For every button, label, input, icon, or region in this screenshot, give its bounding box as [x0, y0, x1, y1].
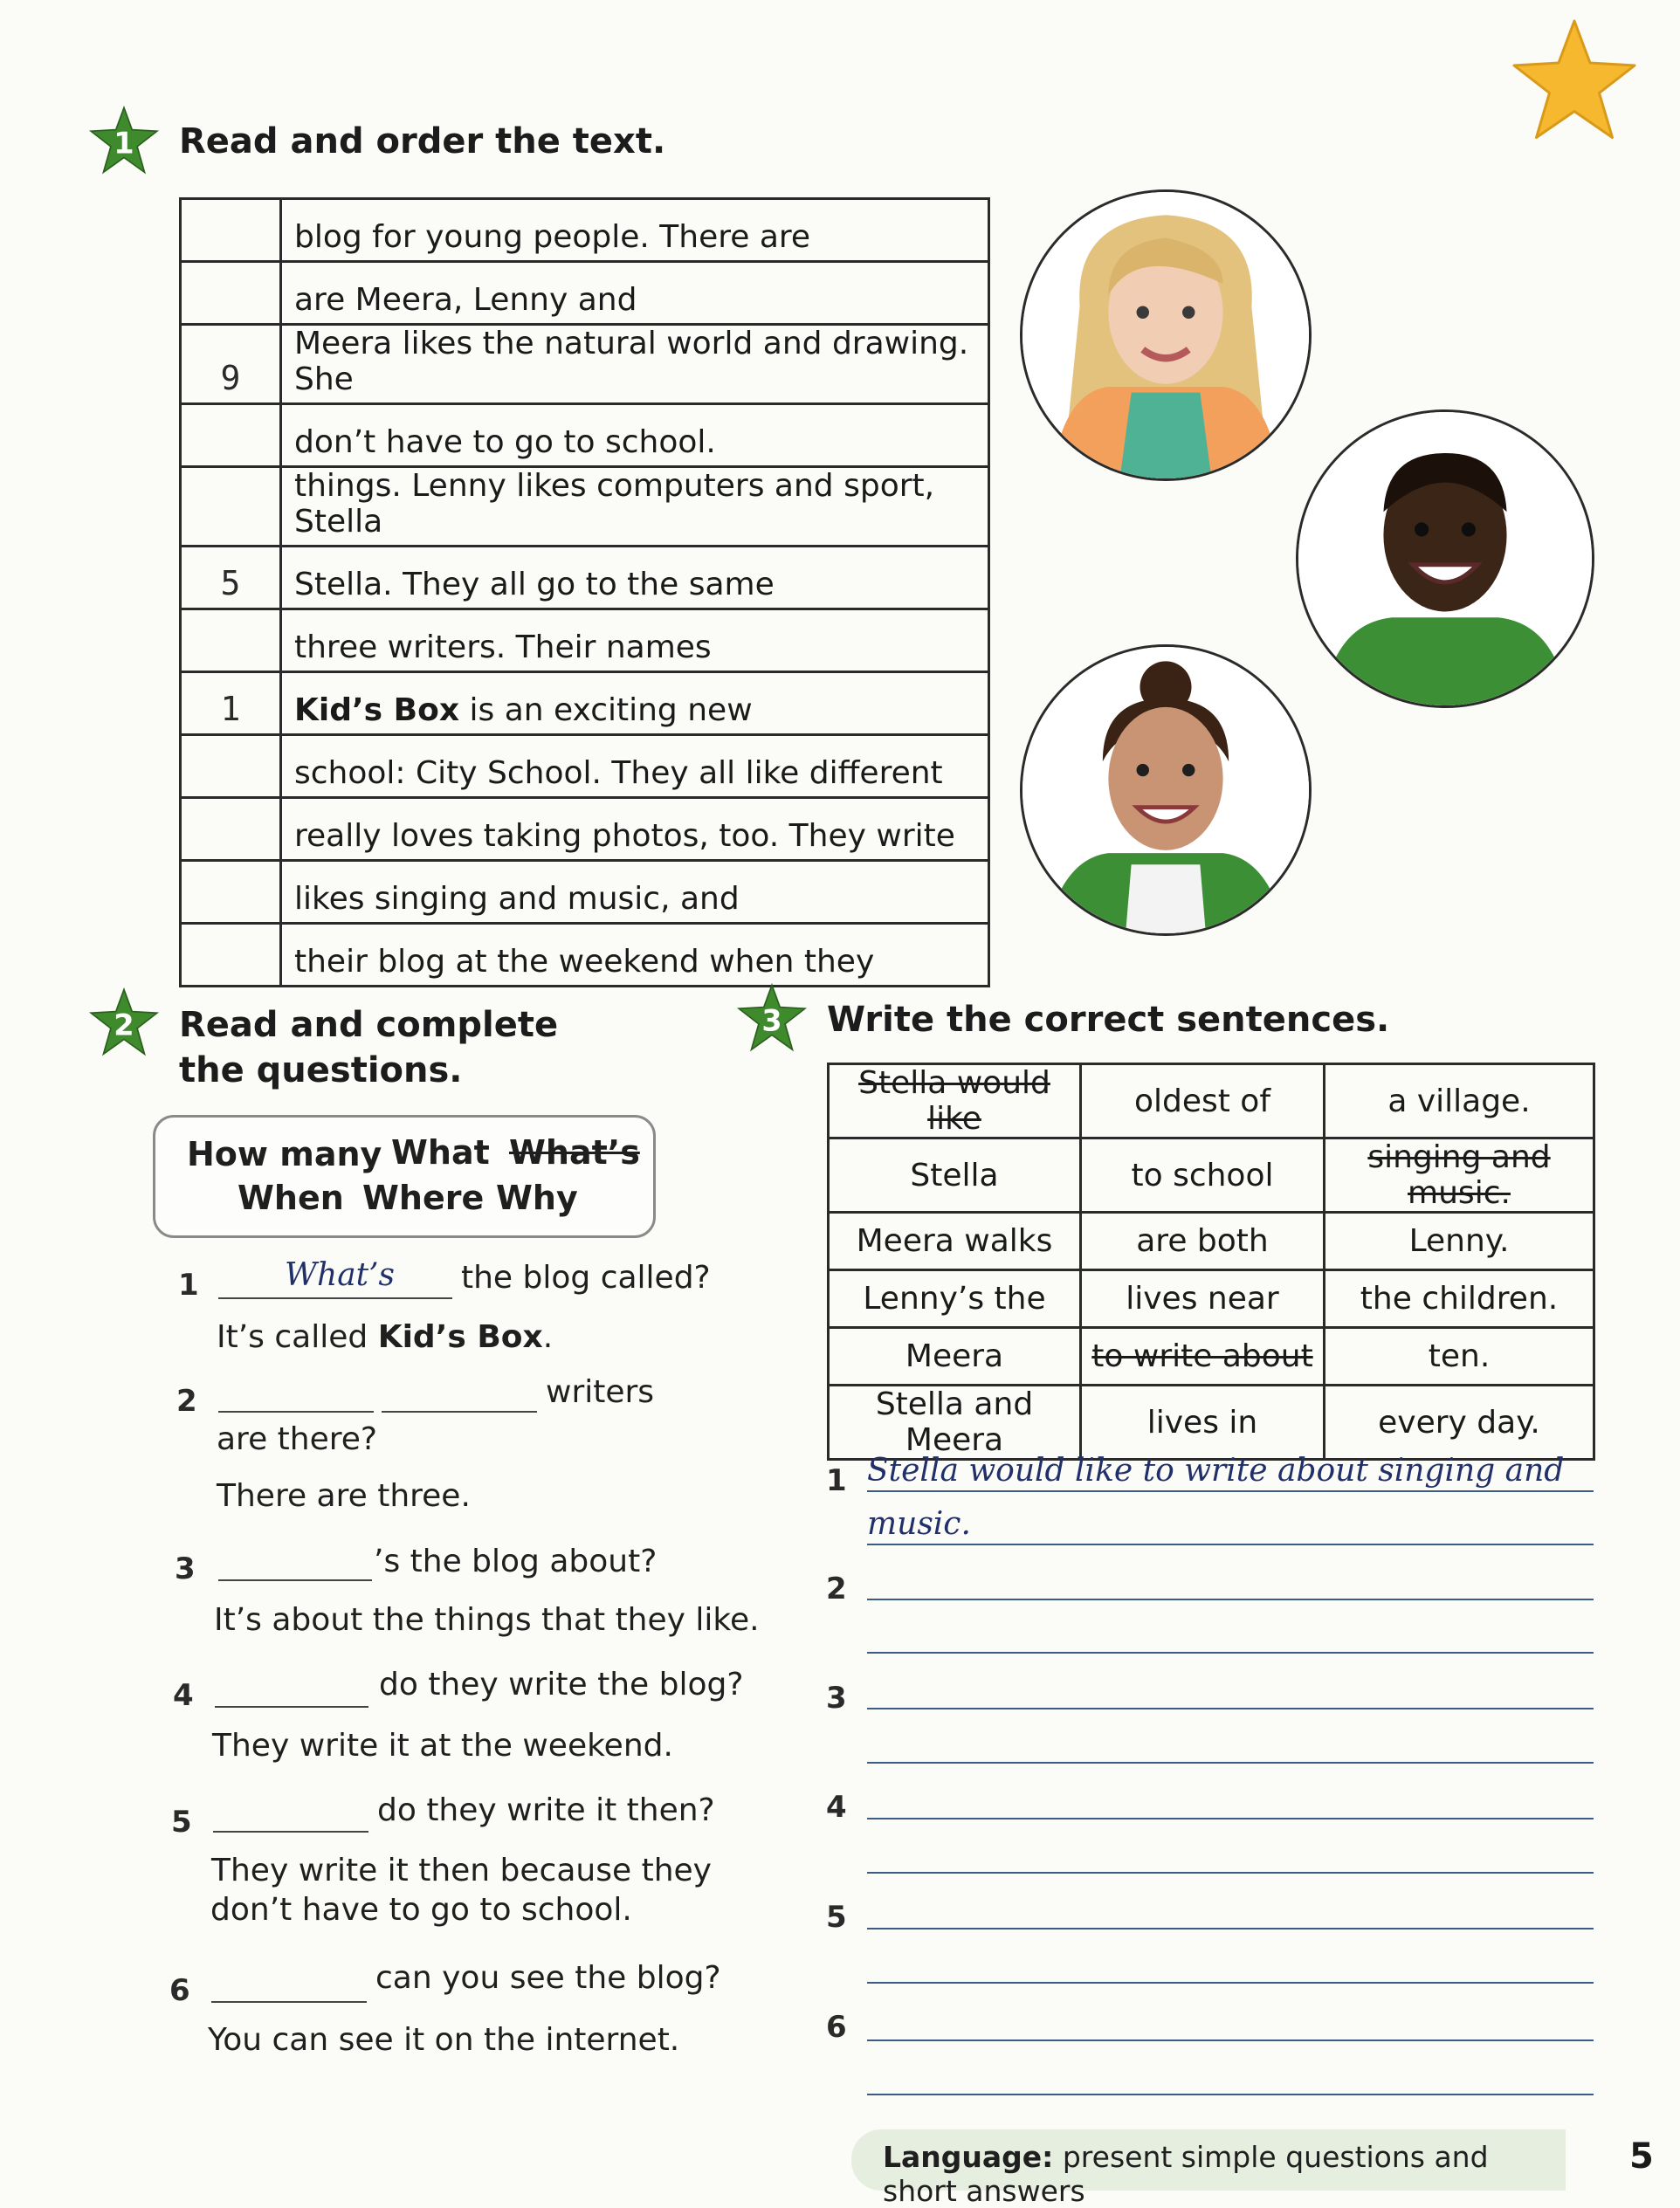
sentence-part-cell: to school	[1081, 1138, 1325, 1213]
order-number-cell[interactable]	[181, 199, 281, 262]
question-4-reply: They write it at the weekend.	[212, 1728, 673, 1764]
exercise-2-badge	[87, 987, 161, 1060]
sentence-part-cell: Stella would like	[829, 1064, 1081, 1138]
question-1-reply-bold: Kid’s Box	[377, 1319, 543, 1355]
order-number-cell[interactable]: 5	[181, 547, 281, 609]
question-5-blank[interactable]	[213, 1829, 368, 1833]
sentence-4-line-a[interactable]	[867, 1816, 1594, 1819]
sentence-table-row	[829, 1328, 1594, 1386]
order-number-cell[interactable]	[181, 404, 281, 467]
question-2-blank-b[interactable]	[382, 1409, 537, 1413]
question-6-reply: You can see it on the internet.	[208, 2022, 680, 2058]
sentence-2-line-b[interactable]	[867, 1650, 1594, 1654]
sentence-5-line-a[interactable]	[867, 1926, 1594, 1929]
order-table-row	[181, 404, 989, 467]
sentence-4-number: 4	[826, 1790, 847, 1825]
sentence-part-cell: lives near	[1081, 1270, 1325, 1328]
footer-text	[883, 2140, 1566, 2208]
order-table-row	[181, 262, 989, 325]
question-3-blank[interactable]	[218, 1578, 372, 1581]
word-what: What	[391, 1133, 490, 1172]
sentence-part-cell: a village.	[1325, 1064, 1594, 1138]
order-number-cell[interactable]	[181, 924, 281, 987]
order-number-cell[interactable]	[181, 798, 281, 861]
order-table-row	[181, 325, 989, 404]
sentence-part-cell: singing and music.	[1325, 1138, 1594, 1213]
exercise-1-badge	[87, 105, 161, 178]
order-text-cell: things. Lenny likes computers and sport, Stella	[281, 467, 989, 547]
question-6-number: 6	[169, 1973, 190, 2008]
question-5-reply-line2: don’t have to go to school.	[210, 1892, 632, 1928]
question-4-blank[interactable]	[215, 1704, 368, 1708]
question-1-reply-pre: It’s called	[217, 1319, 378, 1355]
question-6-text: can you see the blog?	[375, 1960, 721, 1996]
sentence-2-number: 2	[826, 1572, 847, 1606]
word-when: When	[238, 1179, 344, 1217]
sentence-6-line-a[interactable]	[867, 2038, 1594, 2041]
question-2-blank-a[interactable]	[218, 1409, 374, 1413]
sentence-part-cell: every day.	[1325, 1386, 1594, 1460]
order-table-row	[181, 199, 989, 262]
exercise-2-heading-line1: Read and complete	[179, 1005, 559, 1045]
exercise-2-heading-line2: the questions.	[179, 1050, 463, 1090]
sentence-3-line-b[interactable]	[867, 1760, 1594, 1764]
sentence-part-cell: Stella and Meera	[829, 1386, 1081, 1460]
sentence-6-line-b[interactable]	[867, 2092, 1594, 2095]
sentence-table	[827, 1063, 1595, 1461]
sentence-part-cell: lives in	[1081, 1386, 1325, 1460]
order-table	[179, 197, 990, 987]
photo-meera	[1020, 644, 1312, 936]
star-icon	[1509, 16, 1640, 147]
photo-lenny	[1296, 409, 1594, 708]
footer-label: Language:	[883, 2140, 1054, 2174]
order-text-cell: school: City School. They all like different	[281, 735, 989, 798]
order-text-cell: three writers. Their names	[281, 609, 989, 672]
question-4-text: do they write the blog?	[379, 1667, 744, 1702]
order-text-bold: Kid’s Box	[294, 692, 460, 728]
badge-number: 3	[761, 1003, 782, 1038]
sentence-table-row	[829, 1386, 1594, 1460]
question-1-reply-post: .	[542, 1319, 554, 1355]
question-5-reply-line1: They write it then because they	[211, 1853, 712, 1888]
sentence-part-cell: are both	[1081, 1213, 1325, 1270]
sentence-part-cell: Lenny.	[1325, 1213, 1594, 1270]
sentence-part-cell: Stella	[829, 1138, 1081, 1213]
question-2-text2: are there?	[217, 1421, 378, 1457]
sentence-1-line-b[interactable]	[867, 1542, 1594, 1545]
photo-stella	[1020, 189, 1312, 481]
question-1-blank[interactable]	[218, 1296, 452, 1299]
badge-number: 2	[114, 1008, 134, 1042]
order-text-cell: likes singing and music, and	[281, 861, 989, 924]
order-number-cell[interactable]	[181, 467, 281, 547]
question-5-text: do they write it then?	[377, 1792, 715, 1828]
order-number-cell[interactable]	[181, 861, 281, 924]
question-1-number: 1	[178, 1268, 199, 1303]
order-table-row	[181, 467, 989, 547]
question-6-blank[interactable]	[211, 1999, 367, 2003]
order-number-cell[interactable]: 9	[181, 325, 281, 404]
page-number: 5	[1629, 2136, 1654, 2177]
question-1-answer: What’s	[285, 1257, 396, 1293]
sentence-part-cell: Meera	[829, 1328, 1081, 1386]
sentence-1-line-a[interactable]	[867, 1489, 1594, 1492]
sentence-part-cell: Meera walks	[829, 1213, 1081, 1270]
sentence-6-number: 6	[826, 2010, 847, 2045]
sentence-table-row	[829, 1270, 1594, 1328]
sentence-4-line-b[interactable]	[867, 1870, 1594, 1874]
question-1-reply	[217, 1319, 553, 1355]
order-table-row	[181, 547, 989, 609]
sentence-1-answer-line2: music.	[867, 1506, 971, 1542]
sentence-2-line-a[interactable]	[867, 1597, 1594, 1600]
order-text-cell: their blog at the weekend when they	[281, 924, 989, 987]
exercise-3-badge	[735, 982, 809, 1056]
order-table-row	[181, 735, 989, 798]
order-number-cell[interactable]	[181, 262, 281, 325]
sentence-1-number: 1	[826, 1463, 847, 1498]
sentence-5-line-b[interactable]	[867, 1980, 1594, 1984]
order-number-cell[interactable]	[181, 609, 281, 672]
question-2-reply: There are three.	[217, 1478, 471, 1514]
word-why: Why	[496, 1179, 578, 1217]
footer-description: present simple questions and short answers	[883, 2140, 1489, 2208]
question-2-text: writers	[546, 1374, 655, 1410]
question-2-number: 2	[176, 1384, 197, 1419]
order-text-cell	[281, 672, 989, 735]
sentence-part-cell: the children.	[1325, 1270, 1594, 1328]
question-3-reply: It’s about the things that they like.	[214, 1602, 760, 1638]
order-text-cell: blog for young people. There are	[281, 199, 989, 262]
sentence-part-cell: to write about	[1081, 1328, 1325, 1386]
language-footer	[851, 2129, 1566, 2208]
order-table-row	[181, 609, 989, 672]
question-3-text: ’s the blog about?	[374, 1544, 658, 1579]
word-box	[153, 1115, 656, 1238]
order-text: is an exciting new	[459, 692, 753, 728]
sentence-part-cell: ten.	[1325, 1328, 1594, 1386]
badge-number: 1	[114, 126, 134, 161]
exercise-3-heading: Write the correct sentences.	[827, 1000, 1390, 1040]
order-table-row	[181, 861, 989, 924]
word-whats-crossed: What’s	[509, 1133, 640, 1172]
sentence-part-cell: oldest of	[1081, 1064, 1325, 1138]
order-text-cell: are Meera, Lenny and	[281, 262, 989, 325]
word-how-many: How many	[187, 1135, 382, 1173]
order-text-cell: Meera likes the natural world and drawing. She	[281, 325, 989, 404]
word-where: Where	[362, 1179, 485, 1217]
order-table-row	[181, 798, 989, 861]
sentence-1-answer-line1: Stella would like to write about singing and	[867, 1453, 1565, 1489]
sentence-3-line-a[interactable]	[867, 1706, 1594, 1709]
question-1-text: the blog called?	[461, 1260, 711, 1296]
exercise-1-heading: Read and order the text.	[179, 121, 666, 162]
order-text-cell: don’t have to go to school.	[281, 404, 989, 467]
question-3-number: 3	[175, 1551, 196, 1586]
order-table-row	[181, 672, 989, 735]
order-number-cell[interactable]: 1	[181, 672, 281, 735]
sentence-table-row	[829, 1213, 1594, 1270]
order-table-row	[181, 924, 989, 987]
question-5-number: 5	[171, 1805, 192, 1840]
sentence-part-cell: Lenny’s the	[829, 1270, 1081, 1328]
question-4-number: 4	[173, 1678, 194, 1713]
order-text-cell: really loves taking photos, too. They write	[281, 798, 989, 861]
order-text-cell: Stella. They all go to the same	[281, 547, 989, 609]
sentence-table-row	[829, 1138, 1594, 1213]
order-number-cell[interactable]	[181, 735, 281, 798]
sentence-table-row	[829, 1064, 1594, 1138]
sentence-3-number: 3	[826, 1681, 847, 1716]
sentence-5-number: 5	[826, 1900, 847, 1935]
